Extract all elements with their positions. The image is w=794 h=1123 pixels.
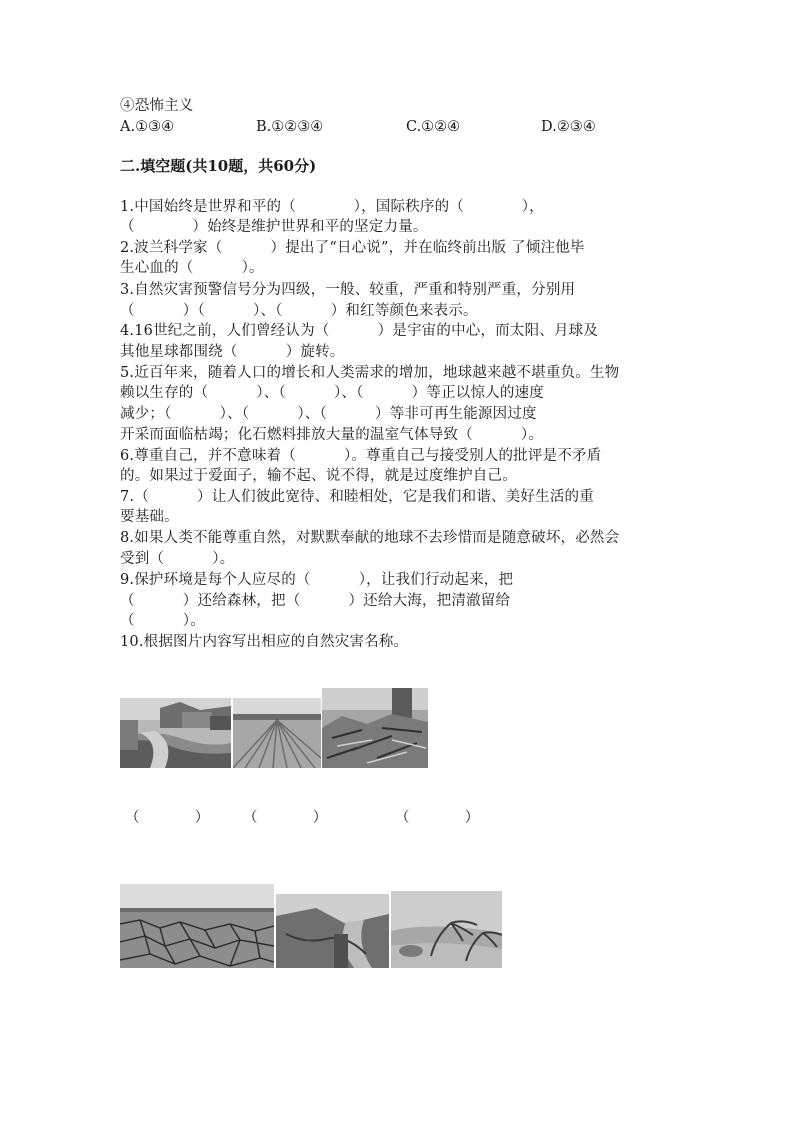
answer-blank-2[interactable]: （ ） [243, 810, 328, 826]
question-line: 1.中国始终是世界和平的（ ），国际秩序的（ ）， [120, 199, 544, 215]
waterlogged-field-photo [233, 698, 321, 768]
question-line: 赖以生存的（ ）、（ ）、（ ）等正以惊人的速度 [120, 385, 544, 401]
answer-blanks-row [125, 808, 525, 828]
question-line: 的。如果过于爱面子，输不起、说不得，就是过度维护自己。 [120, 468, 517, 484]
question-line: 6.尊重自己，并不意味着（ ）。尊重自己与接受别人的批评是不矛盾 [120, 448, 602, 464]
question-line: （ ）。 [120, 613, 205, 629]
question-line: 其他星球都围绕（ ）旋转。 [120, 344, 345, 360]
question-line: （ ）还给森林，把（ ）还给大海，把清澈留给 [120, 593, 511, 609]
question-line: 要基础。 [120, 509, 179, 525]
question-line: （ ）始终是维护世界和平的坚定力量。 [120, 219, 428, 235]
flood-photo [120, 698, 231, 768]
question-line: 10.根据图片内容写出相应的自然灾害名称。 [120, 634, 409, 650]
question-line: 4.16世纪之前，人们曾经认为（ ）是宇宙的中心，而太阳、月球及 [120, 323, 599, 339]
option-b: B.①②③④ [256, 119, 324, 135]
question-line: 2.波兰科学家（ ）提出了“日心说”，并在临终前出版 了倾注他毕 [120, 240, 585, 256]
drought-cracked-earth-photo [120, 884, 274, 968]
option-c: C.①②④ [406, 119, 461, 135]
question-line: 8.如果人类不能尊重自然，对默默奉献的地球不去珍惜而是随意破坏，必然会 [120, 530, 620, 546]
question-line: 生心血的（ ）。 [120, 260, 264, 276]
typhoon-photo [391, 891, 502, 968]
question-line: 减少；（ ）、（ ）、（ ）等非可再生能源因过度 [120, 406, 537, 422]
answer-blank-3[interactable]: （ ） [395, 810, 480, 826]
question-line: （ ）（ ）、（ ）和红等颜色来表示。 [120, 303, 478, 319]
section-title: 二.填空题(共10题，共60分) [120, 157, 317, 175]
question-line: 9.保护环境是每个人应尽的（ ），让我们行动起来，把 [120, 572, 514, 588]
answer-blank-1[interactable]: （ ） [125, 810, 210, 826]
question-line: 受到（ ）。 [120, 551, 235, 567]
option-item-4: ④恐怖主义 [120, 98, 194, 114]
question-line: 7.（ ）让人们彼此宽待、和睦相处，它是我们和谐、美好生活的重 [120, 489, 594, 505]
question-line: 3.自然灾害预警信号分为四级，一般、较重，严重和特别严重，分别用 [120, 282, 576, 298]
option-a: A.①③④ [120, 119, 175, 135]
question-line: 开采而面临枯竭；化石燃料排放大量的温室气体导致（ ）。 [120, 427, 544, 443]
question-line: 5.近百年来，随着人口的增长和人类需求的增加，地球越来越不堪重负。生物 [120, 365, 620, 381]
earthquake-rubble-photo [322, 688, 428, 768]
landslide-photo [276, 894, 389, 968]
option-d: D.②③④ [541, 119, 596, 135]
